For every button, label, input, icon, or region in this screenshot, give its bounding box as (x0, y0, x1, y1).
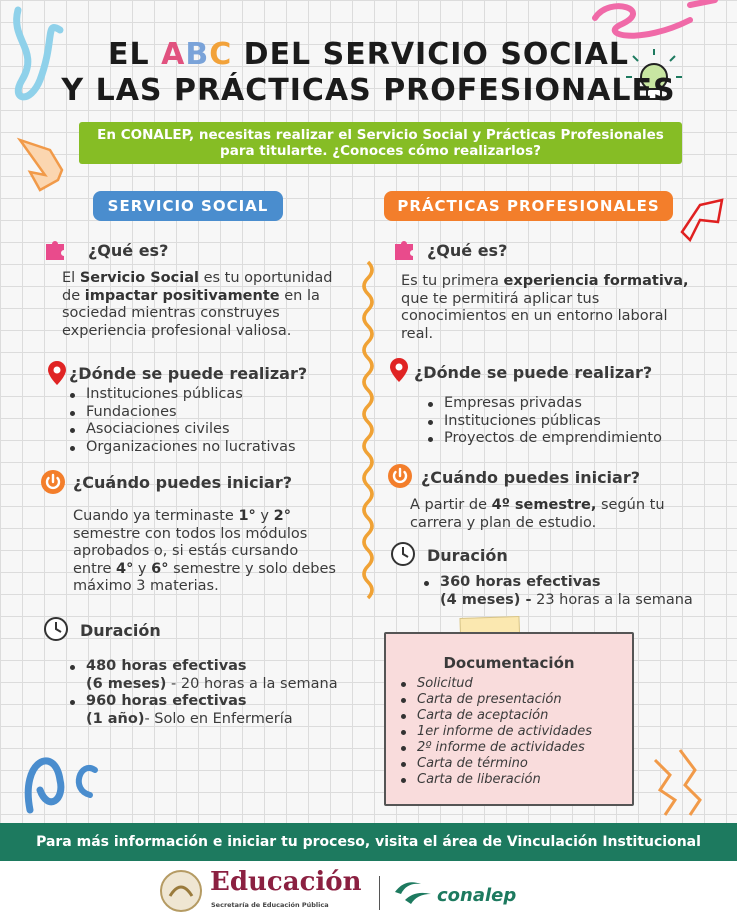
location-pin-icon (389, 357, 409, 383)
clock-icon (43, 616, 69, 642)
servicio-duracion-title: Duración (80, 621, 161, 640)
practicas-donde-list (422, 395, 662, 448)
servicio-cuando-text: Cuando ya terminaste 1° y 2° semestre con todos los módulos aprobados o, si estás cursando entre 4° y 6° semestre y solo debes máximo 3 materias. (73, 508, 336, 594)
servicio-que-es-title: ¿Qué es? (88, 241, 169, 260)
list-item: Carta de término (417, 756, 632, 772)
intro-banner: En CONALEP, necesitas realizar el Servicio Social y Prácticas Profesionales para titularte. ¿Conoces cómo realizarlos? (79, 122, 682, 164)
list-item: 360 horas efectivas (4 meses) - 23 horas a la semana (440, 574, 693, 608)
logo-bar (0, 861, 737, 922)
servicio-donde-list (64, 386, 296, 456)
practicas-que-es-title: ¿Qué es? (427, 241, 508, 260)
list-item: Carta de presentación (417, 692, 632, 708)
list-item: Carta de liberación (417, 772, 632, 788)
footer-banner: Para más información e iniciar tu proceso, visita el área de Vinculación Institucional (0, 823, 737, 861)
list-item: Solicitud (417, 676, 632, 692)
documentacion-title: Documentación (443, 654, 575, 672)
title-line-2: Y LAS PRÁCTICAS PROFESIONALES (61, 73, 676, 108)
servicio-que-es-text: El Servicio Social es tu oportunidad de impactar positivamente en la sociedad mientras construyes experiencia profesional valiosa. (62, 270, 333, 339)
practicas-duracion-title: Duración (427, 546, 508, 565)
title-line-1: EL ABC DEL SERVICIO SOCIAL (108, 37, 629, 72)
practicas-donde-title: ¿Dónde se puede realizar? (414, 363, 653, 382)
practicas-duracion-list (418, 574, 693, 609)
list-item: Fundaciones (86, 404, 296, 422)
servicio-cuando-title: ¿Cuándo puedes iniciar? (73, 473, 293, 492)
logo-divider (379, 876, 380, 910)
conalep-emblem-icon (393, 876, 433, 904)
practicas-profesionales-pill: PRÁCTICAS PROFESIONALES (384, 191, 673, 221)
puzzle-icon (44, 238, 68, 260)
list-item: 2º informe de actividades (417, 740, 632, 756)
servicio-donde-title: ¿Dónde se puede realizar? (69, 364, 308, 383)
list-item: 960 horas efectivas (1 año)- Solo en Enfermería (86, 693, 338, 728)
sep-logo-text: Secretaría de Educación Pública (211, 901, 329, 909)
list-item: Proyectos de emprendimiento (444, 430, 662, 446)
servicio-duracion-list (64, 658, 338, 728)
documentacion-box (384, 632, 634, 806)
conalep-logo-text: conalep (437, 885, 517, 906)
documentacion-list (386, 676, 632, 788)
power-icon (387, 463, 413, 489)
list-item: Asociaciones civiles (86, 421, 296, 439)
clock-icon (390, 541, 416, 567)
power-icon (40, 469, 66, 495)
practicas-cuando-text: A partir de 4º semestre, según tu carrera y plan de estudio. (410, 497, 665, 531)
list-item: Carta de aceptación (417, 708, 632, 724)
educacion-logo-text: Educación (210, 867, 362, 897)
coat-of-arms-icon (158, 868, 204, 914)
list-item: Empresas privadas (444, 395, 662, 413)
list-item: Instituciones públicas (86, 386, 296, 404)
servicio-social-pill: SERVICIO SOCIAL (93, 191, 283, 221)
list-item: 480 horas efectivas (6 meses) - 20 horas a la semana (86, 658, 338, 692)
list-item: Organizaciones no lucrativas (86, 438, 296, 455)
practicas-que-es-text: Es tu primera experiencia formativa, que te permitirá aplicar tus conocimientos en un entorno laboral real. (401, 273, 689, 342)
location-pin-icon (47, 360, 67, 386)
puzzle-icon (393, 238, 417, 260)
list-item: 1er informe de actividades (417, 724, 632, 740)
practicas-cuando-title: ¿Cuándo puedes iniciar? (421, 468, 641, 487)
list-item: Instituciones públicas (444, 413, 662, 431)
